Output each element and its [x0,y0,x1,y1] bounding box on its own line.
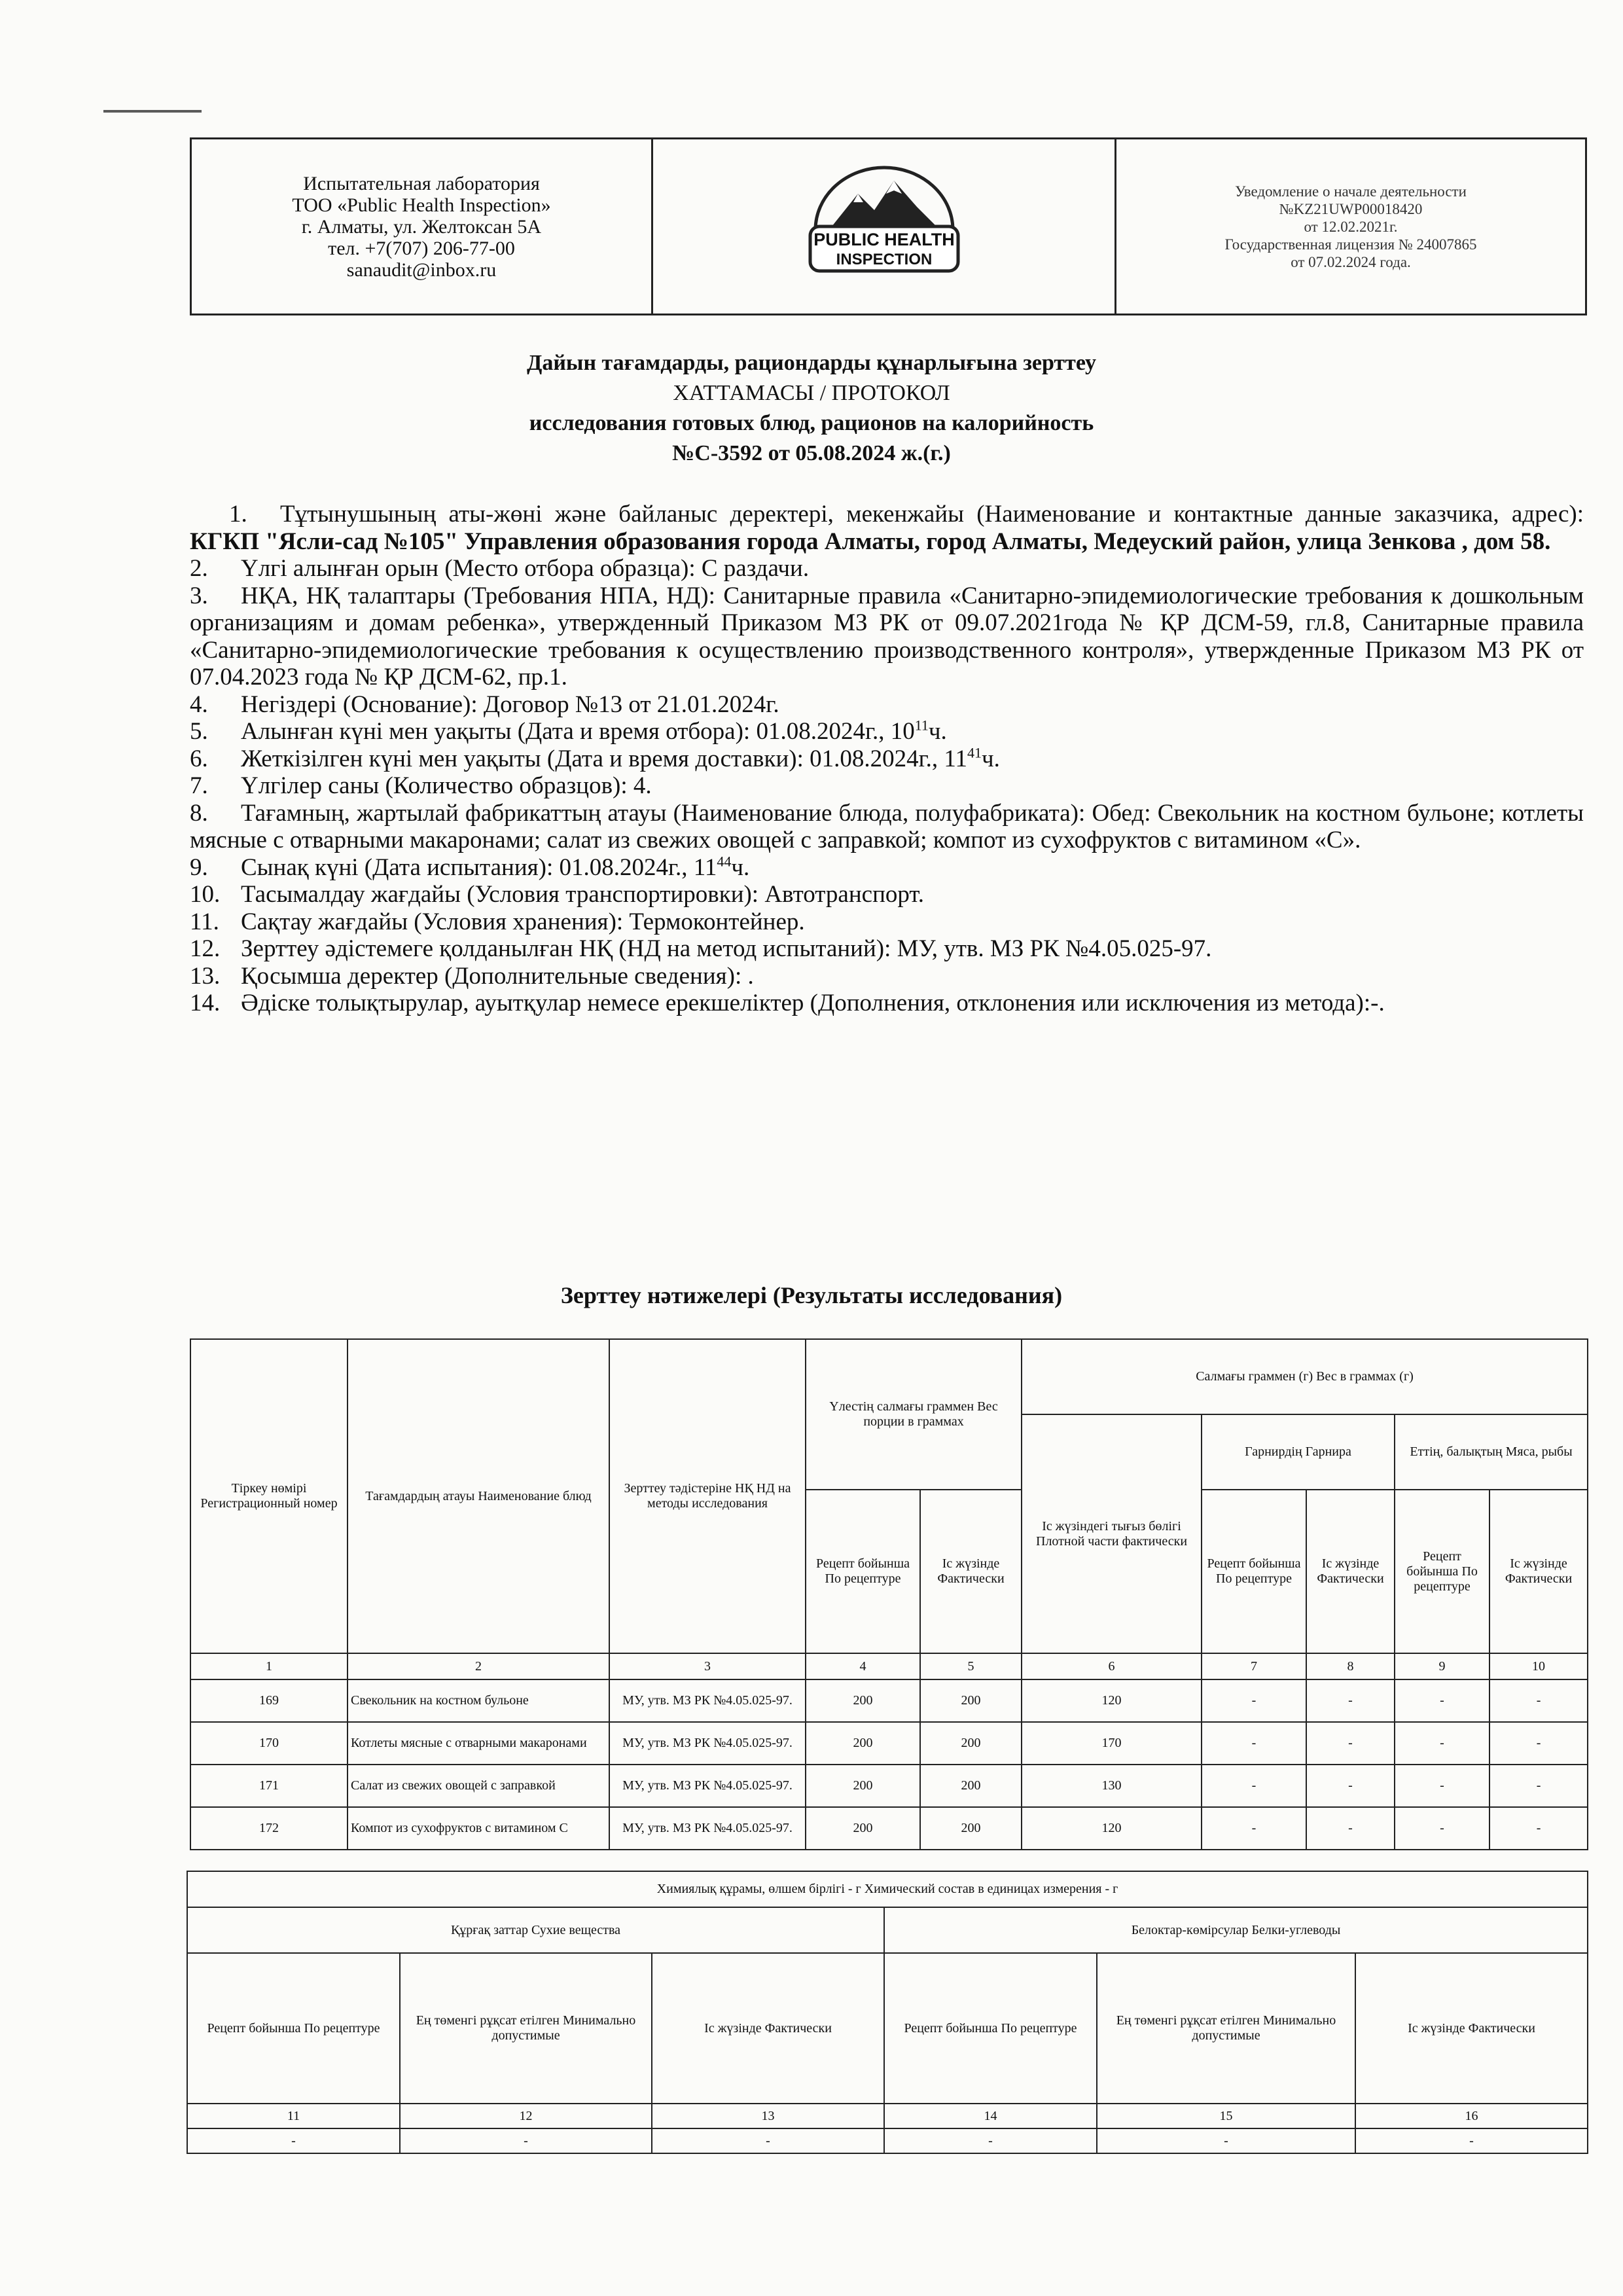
item-3: 3. НҚА, НҚ талаптары (Требования НПА, НД): Санитарные правила «Санитарно-эпидемиологические требования к дошкольным организациям и домам ребенка», утвержденный Приказом МЗ РК от 09.07.2021года № ҚР ДСМ-59, гл.8, Санитарные правила «Санитарно-эпидемиологические требования к осуществлению производственного контроля», утвержденные Приказом МЗ РК от 07.04.2023 года № ҚР ДСМ-62, пр.1. [190,582,1584,691]
header-portion: Үлестің салмағы граммен Вес порции в граммах [806,1339,1022,1490]
item-11: 11. Сақтау жағдайы (Условия хранения): Термоконтейнер. [190,908,805,935]
customer-name: КГКП "Ясли-сад №105" Управления образования города Алматы, город Алматы, Медеуский район, улица Зенкова , дом 58. [190,528,1551,555]
column-number-row: 11 12 13 14 15 16 [187,2104,1588,2128]
item-2: 2. Үлгі алынған орын (Место отбора образца): С раздачи. [190,555,810,582]
lab-name: Испытательная лаборатория [303,172,540,194]
header-pc-recipe: Рецепт бойынша По рецептуре [884,1953,1097,2104]
lab-phone: тел. +7(707) 206-77-00 [328,237,515,259]
header-meat-recipe: Рецепт бойынша По рецептуре [1395,1490,1489,1653]
header-dry-actual: Іс жүзінде Фактически [652,1953,884,2104]
item-9: 9. Сынақ күні (Дата испытания): 01.08.2024г., $11^{44}ч$. [190,853,750,881]
header-meat: Еттің, балықтың Мяса, рыбы [1395,1414,1588,1490]
protocol-title [0,348,1623,469]
header-garnish-recipe: Рецепт бойынша По рецептуре [1202,1490,1306,1653]
item-4: 4. Негіздері (Основание): Договор №13 от 21.01.2024г. [190,691,779,718]
public-health-logo [802,164,966,289]
header-dry-recipe: Рецепт бойынша По рецептуре [187,1953,400,2104]
header-garnish-actual: Іс жүзінде Фактически [1306,1490,1395,1653]
scan-artifact-line [103,110,202,113]
lab-address: г. Алматы, ул. Желтоксан 5А [301,215,542,238]
header-dry: Құрғақ заттар Сухие вещества [187,1907,884,1953]
header-protein-carbs: Белоктар-көмірсулар Белки-углеводы [884,1907,1588,1953]
title-line-protocol: ХАТТАМАСЫ / ПРОТОКОЛ [673,381,950,405]
table-row: 172 Компот из сухофруктов с витамином С МУ, утв. МЗ РК №4.05.025-97. 200 200 120 - - - - [190,1807,1588,1850]
header-method: Зерттеу тәдістеріне НҚ НД на методы исследования [609,1339,806,1653]
notice-number: №KZ21UWP00018420 [1279,200,1423,217]
header-weight: Салмағы граммен (г) Вес в граммах (г) [1022,1339,1588,1414]
header-portion-actual: Іс жүзінде Фактически [920,1490,1022,1653]
item-6: 6. Жеткізілген күні мен уақыты (Дата и время доставки): 01.08.2024г., $11^{41}ч$. [190,744,1000,772]
notice-title: Уведомление о начале деятельности [1235,183,1467,200]
protocol-number: №С-3592 от 05.08.2024 ж.(г.) [672,441,951,465]
header-garnish: Гарнирдің Гарнира [1202,1414,1395,1490]
lab-email: sanaudit@inbox.ru [346,259,497,281]
header-name: Тағамдардың атауы Наименование блюд [348,1339,609,1653]
item-10: 10. Тасымалдау жағдайы (Условия транспортировки): Автотранспорт. [190,881,925,908]
license-date: от 07.02.2024 года. [1291,253,1411,270]
header-dense: Іс жүзіндегі тығыз бөлігі Плотной части фактически [1022,1414,1202,1653]
table-row: 169 Свекольник на костном бульоне МУ, утв. МЗ РК №4.05.025-97. 200 200 120 - - - - [190,1679,1588,1722]
notice-date: от 12.02.2021г. [1304,218,1398,235]
item-1: 1. Тұтынушының аты-жөні және байланыс деректері, мекенжайы (Наименование и контактные данные заказчика, адрес): КГКП "Ясли-сад №105" Управления образования города Алматы, город Алматы, Медеуский район, улица Зенкова , дом 58. [190,501,1584,555]
protocol-items [190,501,1584,1017]
lab-info [192,139,653,314]
table-row: 170 Котлеты мясные с отварными макаронами МУ, утв. МЗ РК №4.05.025-97. 200 200 170 - - - - [190,1722,1588,1765]
item-12: 12. Зерттеу әдістемеге қолданылған НҚ (НД на метод испытаний): МУ, утв. МЗ РК №4.05.025-97. [190,935,1212,962]
document-header [190,137,1587,315]
results-table [190,1338,1588,1850]
title-line-kz: Дайын тағамдарды, рациондарды құнарлығына зерттеу [526,351,1097,375]
notice-info [1116,139,1585,314]
title-line-ru: исследования готовых блюд, рационов на калорийность [529,411,1094,435]
chemical-composition-table [187,1871,1588,2154]
item-7: 7. Үлгілер саны (Количество образцов): 4. [190,772,652,799]
item-14: 14. Әдіске толықтырулар, ауытқулар немесе ерекшеліктер (Дополнения, отклонения или исключения из метода):-. [190,990,1385,1016]
item-5: 5. Алынған күні мен уақыты (Дата и время отбора): 01.08.2024г., $10^{11}ч$. [190,717,947,745]
item-8: 8. Тағамның, жартылай фабрикаттың атауы (Наименование блюда, полуфабриката): Обед: Свекольник на костном бульоне; котлеты мясные с отварными макаронами; салат из свежих овощей с заправкой; компот из сухофруктов с витамином «С». [190,799,1584,853]
header-pc-min: Ең төменгі рұқсат етілген Минимально допустимые [1097,1953,1355,2104]
header-pc-actual: Іс жүзінде Фактически [1355,1953,1588,2104]
column-number-row: 1 2 3 4 5 6 7 8 9 10 [190,1653,1588,1679]
logo-text-1: PUBLIC HEALTH [813,230,955,249]
results-title: Зерттеу нәтижелері (Результаты исследования) [560,1282,1063,1308]
header-portion-recipe: Рецепт бойынша По рецептуре [806,1490,920,1653]
header-reg: Тіркеу нөмірі Регистрационный номер [190,1339,348,1653]
header-chem: Химиялық құрамы, өлшем бірлігі - г Химический состав в единицах измерения - г [187,1871,1588,1907]
table-row: 171 Салат из свежих овощей с заправкой МУ, утв. МЗ РК №4.05.025-97. 200 200 130 - - - - [190,1765,1588,1807]
header-meat-actual: Іс жүзінде Фактически [1489,1490,1588,1653]
lab-company: ТОО «Public Health Inspection» [292,194,551,216]
license-number: Государственная лицензия № 24007865 [1224,236,1477,253]
logo-cell [653,139,1116,314]
logo-text-2: INSPECTION [836,251,932,268]
item-13: 13. Қосымша деректер (Дополнительные сведения): . [190,962,754,990]
header-dry-min: Ең төменгі рұқсат етілген Минимально допустимые [400,1953,652,2104]
table-row: - - - - - - [187,2128,1588,2153]
